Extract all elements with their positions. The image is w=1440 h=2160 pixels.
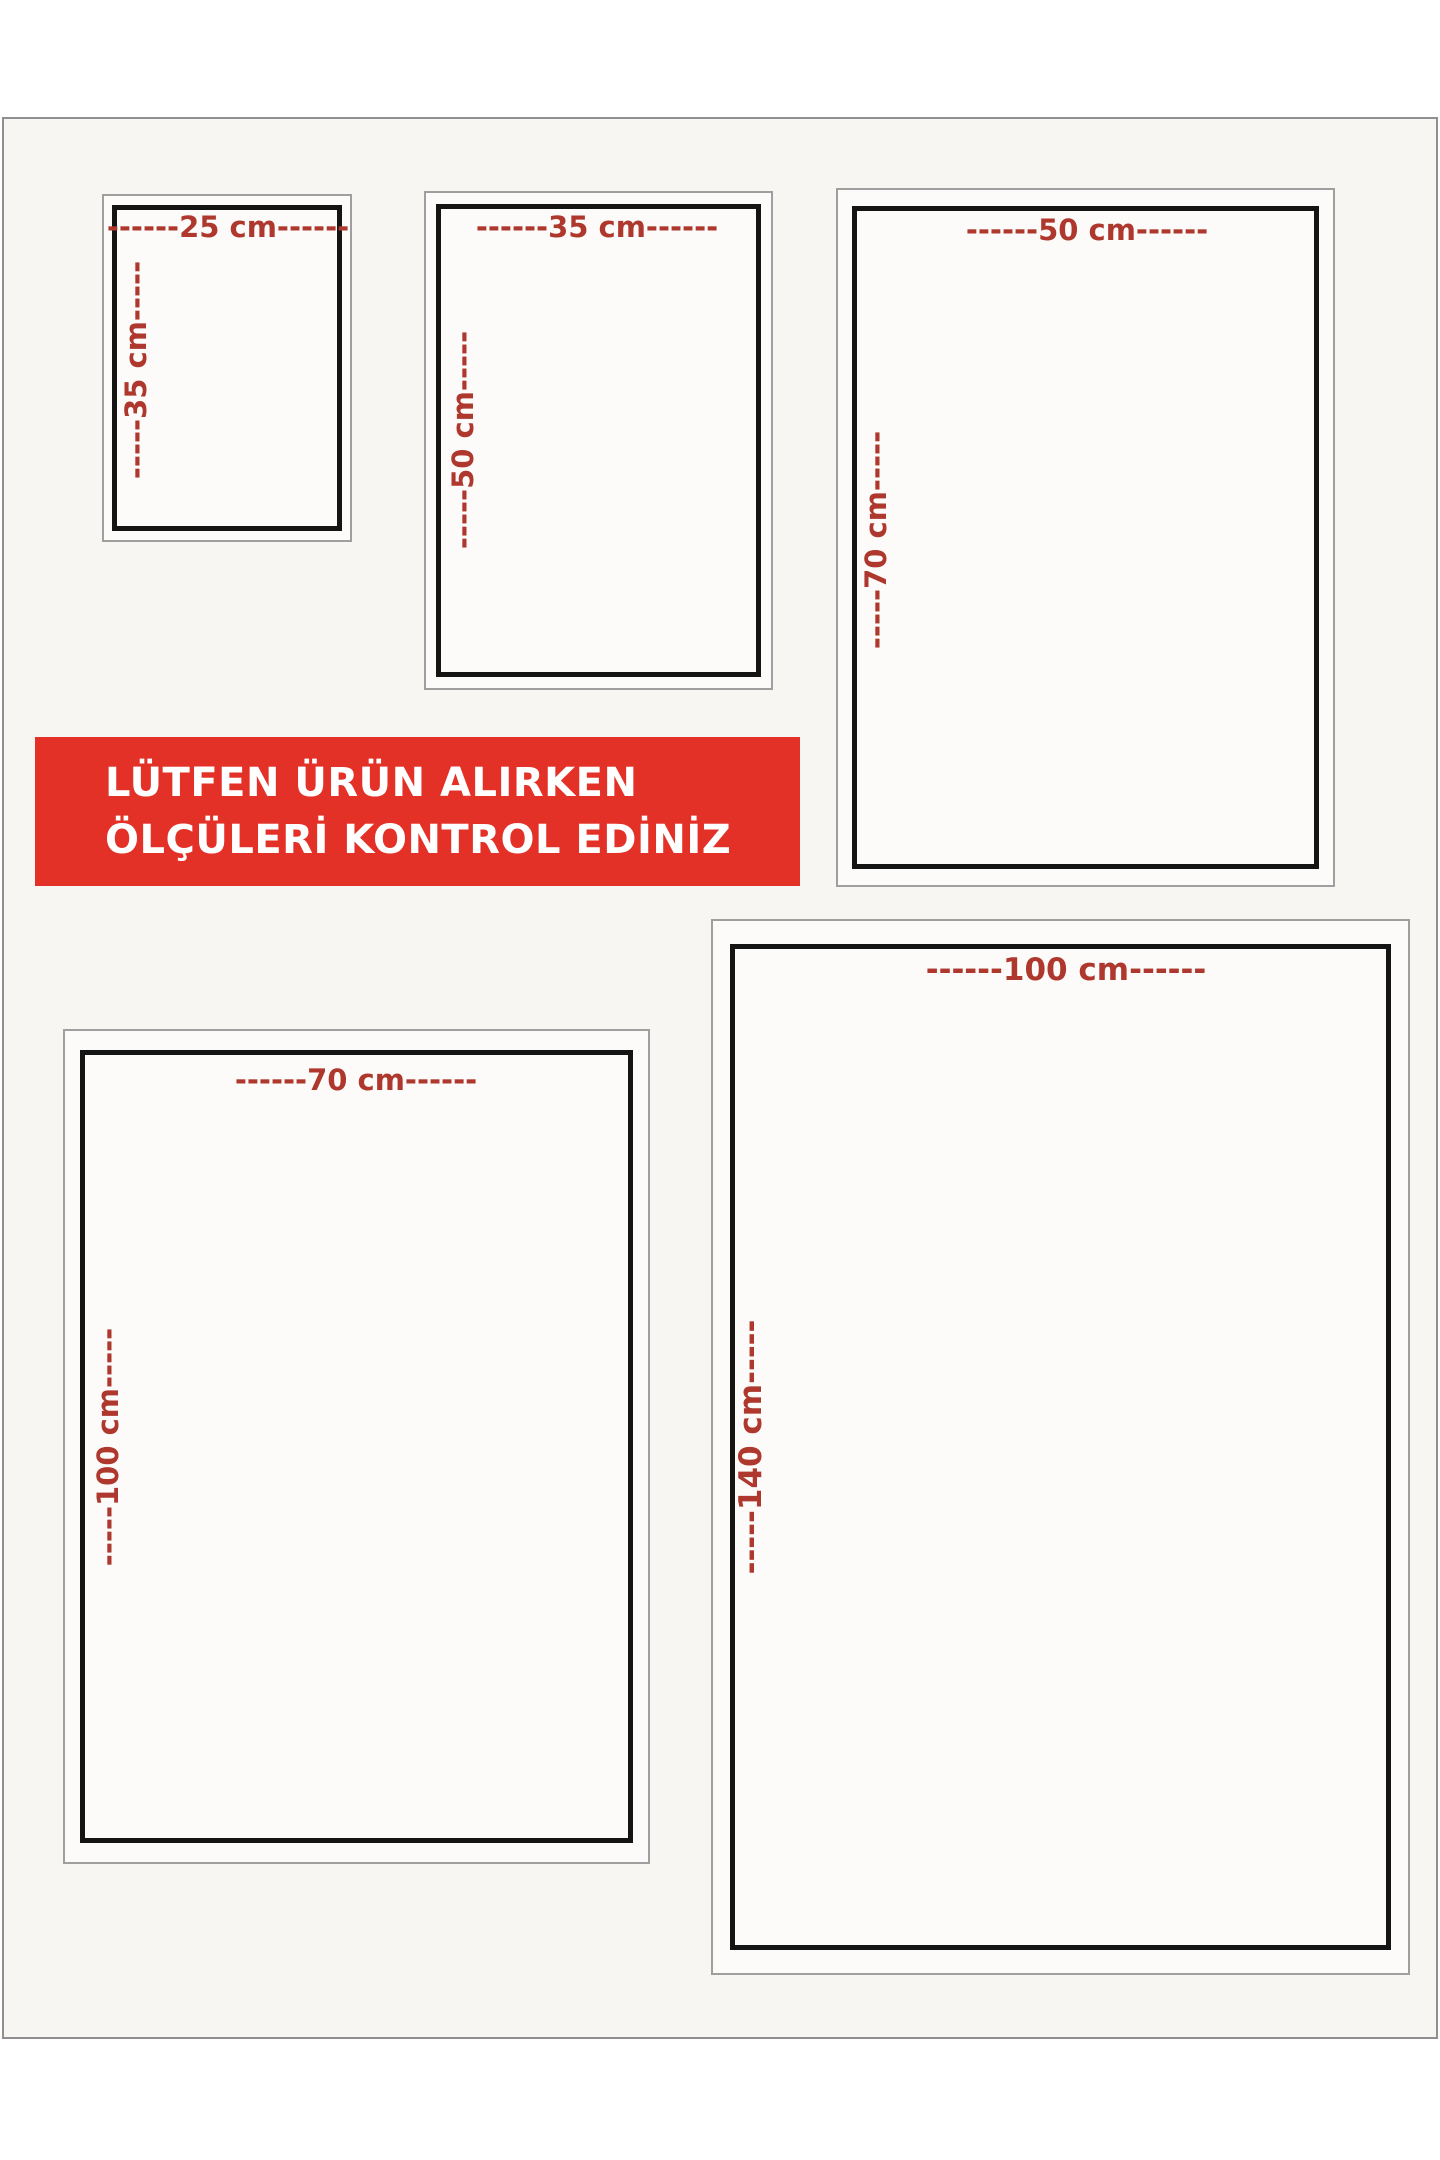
size-box-inner-border xyxy=(436,204,761,677)
height-dimension-label-35cm: -----35 cm----- xyxy=(119,260,153,480)
width-dimension-label-25cm: ------25 cm------ xyxy=(106,210,350,244)
size-box-50x70 xyxy=(836,188,1335,887)
warning-banner xyxy=(35,737,800,886)
size-box-100x140 xyxy=(711,919,1410,1975)
warning-banner-line-2: ÖLÇÜLERİ KONTROL EDİNİZ xyxy=(105,816,732,863)
height-dimension-label-70cm: -----70 cm----- xyxy=(859,430,893,650)
size-box-inner-border xyxy=(852,206,1319,869)
size-box-inner-border xyxy=(730,944,1391,1950)
size-box-inner-border xyxy=(80,1050,633,1843)
height-dimension-label-100cm: -----100 cm----- xyxy=(91,1327,125,1567)
height-dimension-label-50cm: -----50 cm----- xyxy=(446,330,480,550)
height-dimension-label-140cm: -----140 cm----- xyxy=(733,1319,769,1575)
warning-banner-line-1: LÜTFEN ÜRÜN ALIRKEN xyxy=(105,759,638,806)
width-dimension-label-70cm: ------70 cm------ xyxy=(234,1063,478,1097)
width-dimension-label-50cm: ------50 cm------ xyxy=(965,213,1209,247)
width-dimension-label-100cm: ------100 cm------ xyxy=(925,952,1207,988)
size-box-70x100 xyxy=(63,1029,650,1864)
width-dimension-label-35cm: ------35 cm------ xyxy=(475,210,719,244)
